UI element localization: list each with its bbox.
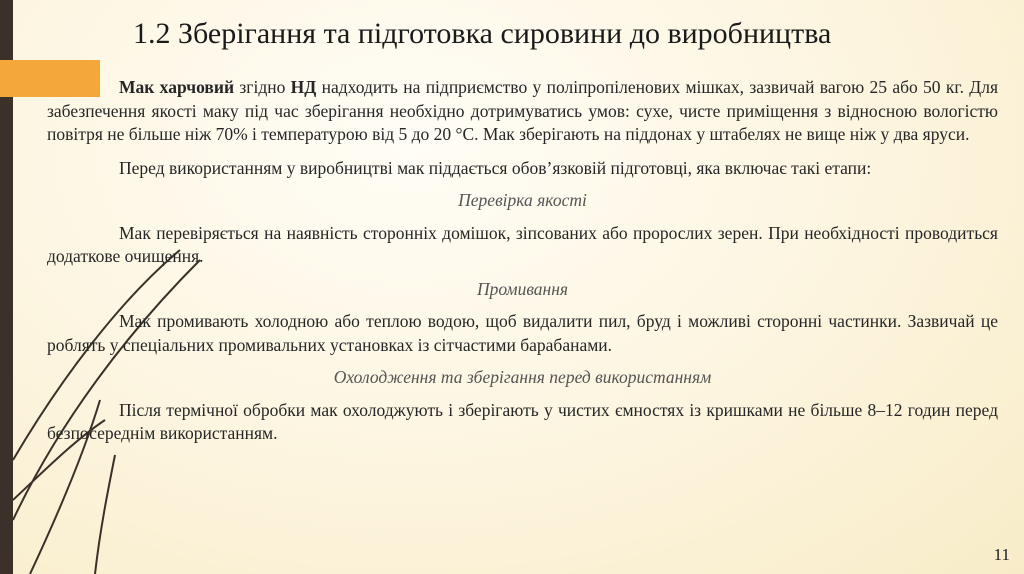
poppy-term: Мак харчовий bbox=[119, 77, 235, 97]
page-number: 11 bbox=[993, 545, 1010, 564]
stage-heading-cooling: Охолодження та зберігання перед використанням bbox=[333, 367, 712, 387]
nd-term: НД bbox=[290, 77, 317, 97]
stage-text-washing: Мак промивають холодною або теплою водою, щоб видалити пил, бруд і можливі сторонні частинки. Зазвичай це роблять у спеціальних промивальних установках із сітчастими барабанами. bbox=[47, 311, 998, 355]
stage-text-quality: Мак перевіряється на наявність сторонніх домішок, зіпсованих або пророслих зерен. При необхідності проводиться додаткове очищення. bbox=[47, 222, 998, 266]
stage-heading-washing: Промивання bbox=[476, 278, 569, 299]
slide-title: 1.2 Зберігання та підготовка сировини до виробництва bbox=[133, 17, 832, 50]
stages-intro-paragraph: Перед використанням у виробництві мак піддається обов’язковій підготовці, яка включає такі етапи: bbox=[119, 157, 872, 178]
stage-heading-quality: Перевірка якості bbox=[458, 190, 587, 210]
slide-content bbox=[47, 76, 998, 446]
intro-paragraph: Мак харчовий згідно НД надходить на підприємство у поліпропіленових мішках, зазвичай вагою 25 або 50 кг. Для забезпечення якості маку під час зберігання необхідно дотримуватись умов: сухе, чисте приміщення з відносною вологістю повітря не більше ніж 70% і температурою від 5 до 20 °С. Мак зберігають на піддонах у штабелях не вище ніж у два яруси. bbox=[47, 77, 999, 144]
decor-line-5 bbox=[95, 455, 115, 574]
stage-text-cooling: Після термічної обробки мак охолоджують і зберігають у чистих ємностях із кришками не більше 8–12 годин перед безпосереднім використанням. bbox=[47, 399, 998, 443]
